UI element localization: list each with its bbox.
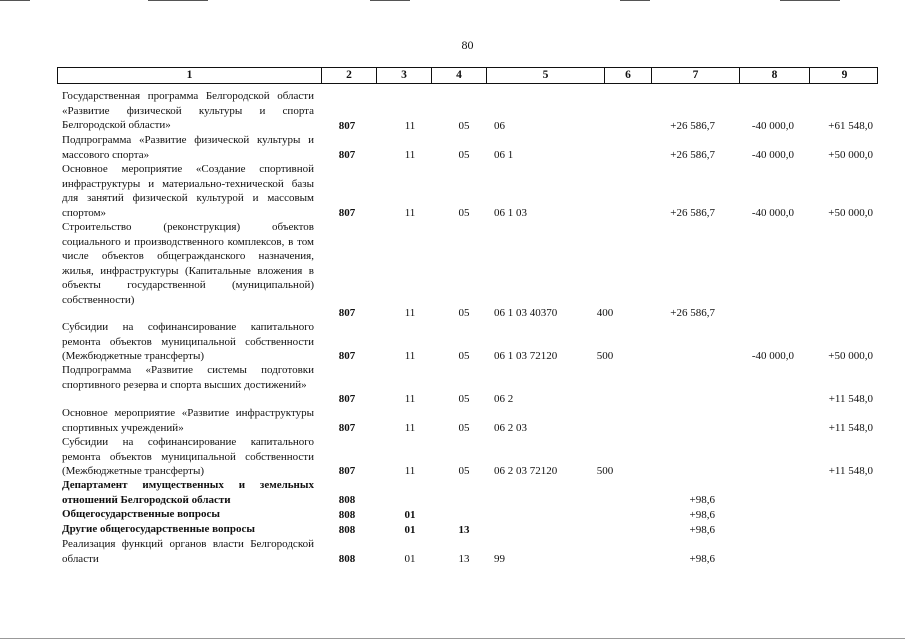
cell-subsection: 05 xyxy=(458,206,470,219)
cell-amount-9: +50 000,0 xyxy=(828,148,873,161)
cell-sector-code: 807 xyxy=(338,421,356,434)
cell-sector-code: 808 xyxy=(338,523,356,536)
cell-subsection: 13 xyxy=(458,523,470,536)
table-row xyxy=(57,522,878,537)
cell-amount-7: +26 586,7 xyxy=(670,119,715,132)
header-col-2: 2 xyxy=(321,68,376,83)
cell-section: 01 xyxy=(404,508,416,521)
cell-sector-code: 807 xyxy=(338,148,356,161)
cell-amount-7: +98,6 xyxy=(689,493,715,506)
cell-target-article: 99 xyxy=(494,552,505,565)
table-row xyxy=(57,435,878,478)
cell-target-article: 06 2 xyxy=(494,392,514,405)
table-row xyxy=(57,406,878,435)
cell-amount-7: +26 586,7 xyxy=(670,306,715,319)
cell-section: 11 xyxy=(404,148,416,161)
cell-sector-code: 808 xyxy=(338,493,356,506)
cell-amount-7: +98,6 xyxy=(689,523,715,536)
cell-description: Государственная программа Белгородской области «Развитие физической культуры и спорта Белгородской области» xyxy=(62,90,314,131)
cell-sector-code: 807 xyxy=(338,392,356,405)
cell-section: 01 xyxy=(404,552,416,565)
cell-amount-8: -40 000,0 xyxy=(751,119,794,132)
cell-target-article: 06 2 03 72120 xyxy=(494,464,558,477)
table-row xyxy=(57,478,878,507)
cell-description: Общегосударственные вопросы xyxy=(62,508,220,520)
cell-amount-8: -40 000,0 xyxy=(751,206,794,219)
cell-sector-code: 807 xyxy=(338,306,356,319)
cell-description: Другие общегосударственные вопросы xyxy=(62,523,255,535)
cell-subsection: 05 xyxy=(458,148,470,161)
table-row xyxy=(57,89,878,133)
cell-amount-9: +11 548,0 xyxy=(828,392,873,405)
cell-section: 11 xyxy=(404,119,416,132)
cell-amount-9: +50 000,0 xyxy=(828,206,873,219)
table-row xyxy=(57,133,878,162)
header-col-8: 8 xyxy=(739,68,809,83)
cell-subsection: 05 xyxy=(458,349,470,362)
cell-expense-type: 500 xyxy=(596,464,614,477)
cell-amount-7: +26 586,7 xyxy=(670,148,715,161)
cell-description: Основное мероприятие «Создание спортивной инфраструктуры и материально-технической базы для занятий физической культурой и массовым спортом» xyxy=(62,163,314,219)
cell-description: Реализация функций органов власти Белгородской области xyxy=(62,538,314,565)
table-row xyxy=(57,537,878,566)
cell-section: 11 xyxy=(404,349,416,362)
table-body xyxy=(57,89,878,566)
header-col-7: 7 xyxy=(651,68,739,83)
table-row xyxy=(57,507,878,522)
cell-section: 11 xyxy=(404,206,416,219)
header-col-4: 4 xyxy=(431,68,486,83)
cell-amount-8: -40 000,0 xyxy=(751,148,794,161)
table-header xyxy=(57,67,878,84)
page-number: 80 xyxy=(461,38,474,52)
cell-subsection: 05 xyxy=(458,119,470,132)
cell-description: Субсидии на софинансирование капитального ремонта объектов муниципальной собственности (Межбюджетные трансферты) xyxy=(62,436,314,477)
cell-subsection: 05 xyxy=(458,421,470,434)
cell-description: Основное мероприятие «Развитие инфраструктуры спортивных учреждений» xyxy=(62,407,314,434)
cell-description: Строительство (реконструкция) объектов социального и производственного комплексов, в том числе объектов общегражданского назначения, жилья, инфраструктуры (Капитальные вложения в объекты государственной (муниципальной) собственности) xyxy=(62,221,314,306)
cell-target-article: 06 2 03 xyxy=(494,421,527,434)
cell-amount-7: +26 586,7 xyxy=(670,206,715,219)
table-row xyxy=(57,162,878,220)
budget-table xyxy=(57,67,878,566)
cell-amount-9: +61 548,0 xyxy=(828,119,873,132)
cell-subsection: 05 xyxy=(458,392,470,405)
cell-expense-type: 400 xyxy=(596,306,614,319)
cell-description: Подпрограмма «Развитие физической культуры и массового спорта» xyxy=(62,134,314,161)
cell-sector-code: 808 xyxy=(338,508,356,521)
cell-amount-9: +50 000,0 xyxy=(828,349,873,362)
cell-subsection: 05 xyxy=(458,306,470,319)
cell-expense-type: 500 xyxy=(596,349,614,362)
cell-section: 01 xyxy=(404,523,416,536)
header-col-6: 6 xyxy=(604,68,651,83)
cell-target-article: 06 1 xyxy=(494,148,514,161)
cell-target-article: 06 1 03 xyxy=(494,206,527,219)
cell-amount-8: -40 000,0 xyxy=(751,349,794,362)
cell-description: Департамент имущественных и земельных отношений Белгородской области xyxy=(62,479,314,506)
cell-section: 11 xyxy=(404,464,416,477)
cell-subsection: 05 xyxy=(458,464,470,477)
cell-sector-code: 807 xyxy=(338,464,356,477)
cell-section: 11 xyxy=(404,392,416,405)
cell-amount-7: +98,6 xyxy=(689,552,715,565)
cell-target-article: 06 1 03 40370 xyxy=(494,306,558,319)
cell-amount-7: +98,6 xyxy=(689,508,715,521)
cell-target-article: 06 xyxy=(494,119,505,132)
cell-amount-9: +11 548,0 xyxy=(828,464,873,477)
table-row xyxy=(57,320,878,363)
cell-sector-code: 807 xyxy=(338,206,356,219)
cell-subsection: 13 xyxy=(458,552,470,565)
header-col-1: 1 xyxy=(186,69,193,81)
header-col-5: 5 xyxy=(486,68,604,83)
table-row xyxy=(57,220,878,320)
cell-section: 11 xyxy=(404,306,416,319)
table-row xyxy=(57,363,878,406)
cell-description: Субсидии на софинансирование капитального ремонта объектов муниципальной собственности (Межбюджетные трансферты) xyxy=(62,321,314,362)
cell-sector-code: 807 xyxy=(338,119,356,132)
cell-amount-9: +11 548,0 xyxy=(828,421,873,434)
cell-sector-code: 807 xyxy=(338,349,356,362)
cell-sector-code: 808 xyxy=(338,552,356,565)
header-col-9: 9 xyxy=(809,68,879,83)
header-col-3: 3 xyxy=(376,68,431,83)
cell-description: Подпрограмма «Развитие системы подготовки спортивного резерва и спорта высших достижений» xyxy=(62,364,314,391)
cell-section: 11 xyxy=(404,421,416,434)
cell-target-article: 06 1 03 72120 xyxy=(494,349,558,362)
